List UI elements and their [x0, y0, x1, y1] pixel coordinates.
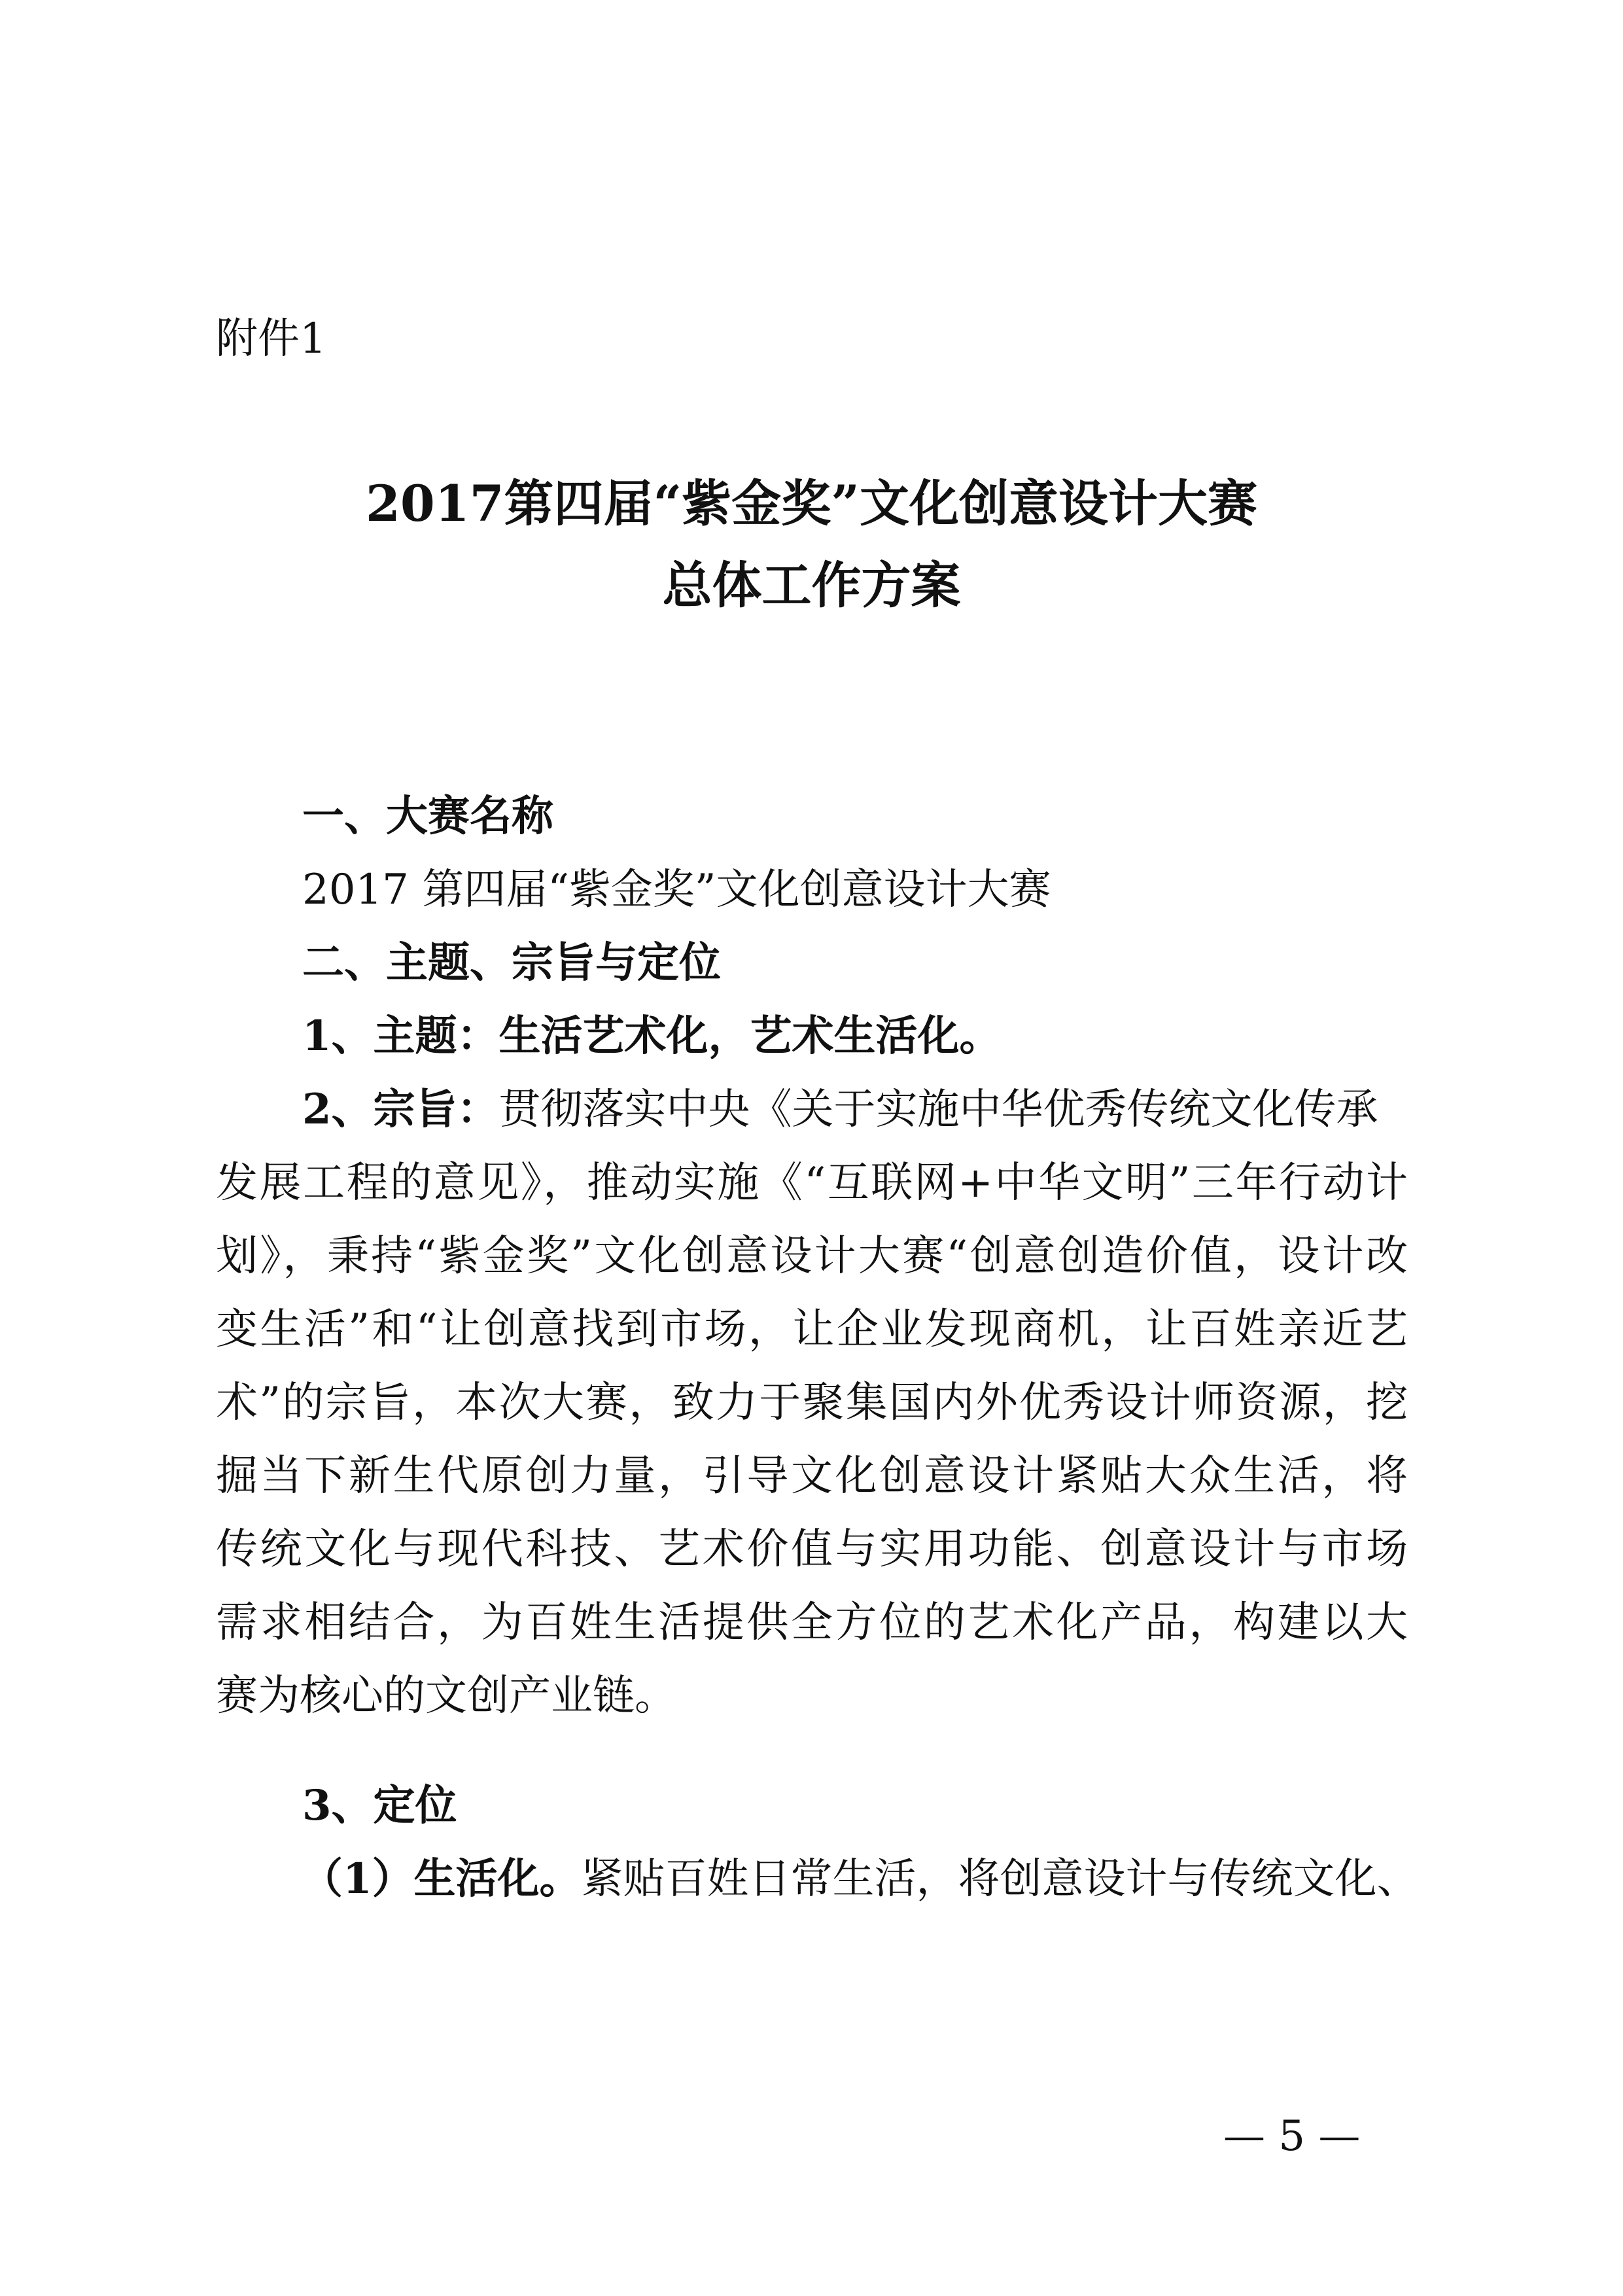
section-2-heading: 二、主题、宗旨与定位: [302, 938, 721, 987]
item-2-line: 发展工程的意见》，推动实施《“互联网+中华文明”三年行动计: [216, 1159, 1408, 1207]
item-2-first-line: [302, 1084, 1378, 1136]
item-2-line: 划》，秉持“紫金奖”文化创意设计大赛“创意创造价值，设计改: [216, 1232, 1408, 1280]
item-1-text: 生活艺术化，艺术生活化。: [498, 1012, 1002, 1061]
item-3-heading: 3、定位: [302, 1781, 457, 1830]
subitem-1-label: （1）生活化。: [301, 1854, 582, 1903]
document-title-line-1: 2017第四届“紫金奖”文化创意设计大赛: [366, 474, 1257, 533]
item-2-line: 传统文化与现代科技、艺术价值与实用功能、创意设计与市场: [216, 1525, 1408, 1574]
item-2-line: 变生活”和“让创意找到市场，让企业发现商机，让百姓亲近艺: [216, 1305, 1408, 1354]
item-2-label: 2、宗旨：: [302, 1085, 499, 1134]
attachment-label: 附件1: [216, 315, 326, 363]
item-1-paragraph: [302, 1010, 1002, 1063]
page-number: — 5 —: [1223, 2112, 1361, 2161]
item-2-line: 术”的宗旨，本次大赛，致力于聚集国内外优秀设计师资源，挖: [216, 1379, 1408, 1427]
document-title-line-2: 总体工作方案: [662, 556, 961, 614]
section-1-heading: 一、大赛名称: [302, 792, 553, 841]
item-2-line: 需求相结合，为百姓生活提供全方位的艺术化产品，构建以大: [216, 1598, 1408, 1647]
item-2-line: 赛为核心的文创产业链。: [216, 1672, 676, 1720]
section-1-text: 2017 第四届“紫金奖”文化创意设计大赛: [302, 866, 1051, 914]
item-2-line: 掘当下新生代原创力量，引导文化创意设计紧贴大众生活，将: [216, 1452, 1408, 1500]
subitem-1-paragraph: [301, 1853, 1419, 1905]
item-2-line: 贯彻落实中央《关于实施中华优秀传统文化传承: [498, 1086, 1378, 1134]
item-1-label: 1、主题：: [302, 1012, 499, 1061]
subitem-1-text: 紧贴百姓日常生活，将创意设计与传统文化、: [581, 1855, 1419, 1903]
